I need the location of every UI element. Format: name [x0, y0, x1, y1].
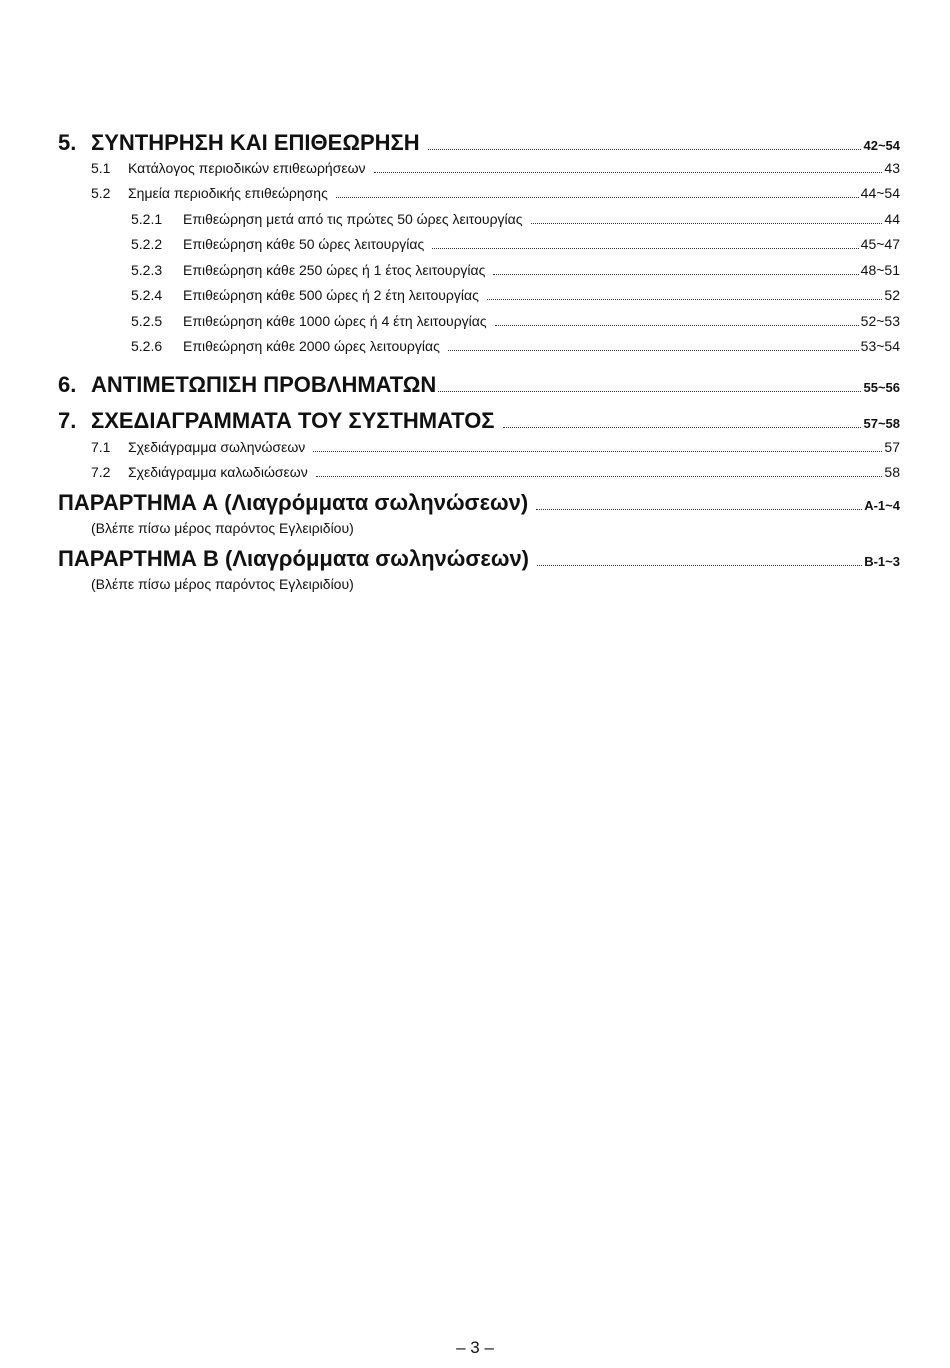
page-reference: 52: [884, 287, 900, 303]
dot-leader: [495, 324, 859, 326]
chapter-title: ΣΥΝΤΗΡΗΣΗ ΚΑΙ ΕΠΙΘΕΩΡΗΣΗ: [91, 130, 420, 155]
page-reference: 57~58: [863, 416, 900, 431]
subsection-title: Επιθεώρηση κάθε 1000 ώρες ή 4 έτη λειτουργίας: [183, 313, 487, 329]
dot-leader: [537, 564, 862, 566]
section-number: 7.2: [91, 464, 111, 480]
toc-chapter-6[interactable]: [58, 372, 900, 398]
dot-leader: [438, 390, 861, 392]
dot-leader: [487, 298, 883, 300]
dot-leader: [493, 273, 858, 275]
subsection-title: Επιθεώρηση κάθε 50 ώρες λειτουργίας: [183, 236, 425, 252]
toc-appendix-a[interactable]: [58, 490, 900, 516]
section-title: Κατάλογος περιοδικών επιθεωρήσεων: [128, 160, 366, 176]
page-reference: 57: [884, 439, 900, 455]
dot-leader: [536, 508, 862, 510]
appendix-title: ΠΑΡΑΡΤΗΜΑ Β (Λιαγρόμματα σωληνώσεων): [58, 546, 530, 571]
toc-subsection-5-2-4[interactable]: [131, 287, 900, 304]
section-number: 7.1: [91, 439, 111, 455]
chapter-number: 5.: [58, 130, 77, 155]
toc-section-7-2[interactable]: [91, 464, 900, 481]
subsection-number: 5.2.1: [131, 211, 163, 227]
subsection-title: Επιθεώρηση κάθε 2000 ώρες λειτουργίας: [183, 338, 440, 354]
toc-subsection-5-2-3[interactable]: [131, 262, 900, 279]
subsection-title: Επιθεώρηση κάθε 250 ώρες ή 1 έτος λειτουργίας: [183, 262, 486, 278]
page-reference: 53~54: [860, 338, 900, 354]
dot-leader: [531, 222, 883, 224]
page-reference: 48~51: [860, 262, 900, 278]
page-reference: 58: [884, 464, 900, 480]
section-number: 5.1: [91, 160, 111, 176]
page-reference: 52~53: [860, 313, 900, 329]
dot-leader: [313, 450, 882, 452]
appendix-title: ΠΑΡΑΡΤΗΜΑ Α (Λιαγρόμματα σωληνώσεων): [58, 490, 529, 515]
toc-section-5-1[interactable]: [91, 160, 900, 177]
page-reference: 44~54: [860, 185, 900, 201]
toc-subsection-5-2-2[interactable]: [131, 236, 900, 253]
section-title: Σχεδιάγραμμα καλωδιώσεων: [128, 464, 308, 480]
subsection-number: 5.2.6: [131, 338, 163, 354]
section-title: Σχεδιάγραμμα σωληνώσεων: [128, 439, 306, 455]
appendix-a-note: (Βλέπε πίσω μέρος παρόντος Εγλειριδίου): [91, 520, 354, 536]
toc-chapter-5[interactable]: [58, 130, 900, 156]
toc-subsection-5-2-6[interactable]: [131, 338, 900, 355]
chapter-title: ΑΝΤΙΜΕΤΩΠΙΣΗ ΠΡΟΒΛΗΜΑΤΩΝ: [91, 372, 437, 397]
chapter-title: ΣΧΕΔΙΑΓΡΑΜΜΑΤΑ ΤΟΥ ΣΥΣΤΗΜΑΤΟΣ: [91, 408, 495, 433]
toc-subsection-5-2-1[interactable]: [131, 211, 900, 228]
page-reference: 42~54: [863, 138, 900, 153]
page-reference: 44: [884, 211, 900, 227]
subsection-title: Επιθεώρηση μετά από τις πρώτες 50 ώρες λειτουργίας: [183, 211, 523, 227]
subsection-title: Επιθεώρηση κάθε 500 ώρες ή 2 έτη λειτουργίας: [183, 287, 479, 303]
toc-section-5-2[interactable]: [91, 185, 900, 202]
dot-leader: [503, 426, 862, 428]
dot-leader: [336, 196, 859, 198]
dot-leader: [316, 475, 883, 477]
toc-appendix-b[interactable]: [58, 546, 900, 572]
page-number: – 3 –: [456, 1338, 494, 1357]
page-reference: A-1~4: [864, 498, 900, 513]
page-reference: 55~56: [863, 380, 900, 395]
subsection-number: 5.2.4: [131, 287, 163, 303]
page-reference: 45~47: [860, 236, 900, 252]
subsection-number: 5.2.3: [131, 262, 163, 278]
page-reference: 43: [884, 160, 900, 176]
subsection-number: 5.2.2: [131, 236, 163, 252]
appendix-b-note: (Βλέπε πίσω μέρος παρόντος Εγλειριδίου): [91, 576, 354, 592]
dot-leader: [374, 171, 883, 173]
toc-section-7-1[interactable]: [91, 439, 900, 456]
dot-leader: [428, 148, 862, 150]
toc-chapter-7[interactable]: [58, 408, 900, 434]
dot-leader: [448, 349, 859, 351]
section-title: Σημεία περιοδικής επιθεώρησης: [128, 185, 328, 201]
chapter-number: 7.: [58, 408, 77, 433]
page-reference: B-1~3: [864, 554, 900, 569]
subsection-number: 5.2.5: [131, 313, 163, 329]
section-number: 5.2: [91, 185, 111, 201]
chapter-number: 6.: [58, 372, 77, 397]
toc-subsection-5-2-5[interactable]: [131, 313, 900, 330]
dot-leader: [432, 247, 858, 249]
